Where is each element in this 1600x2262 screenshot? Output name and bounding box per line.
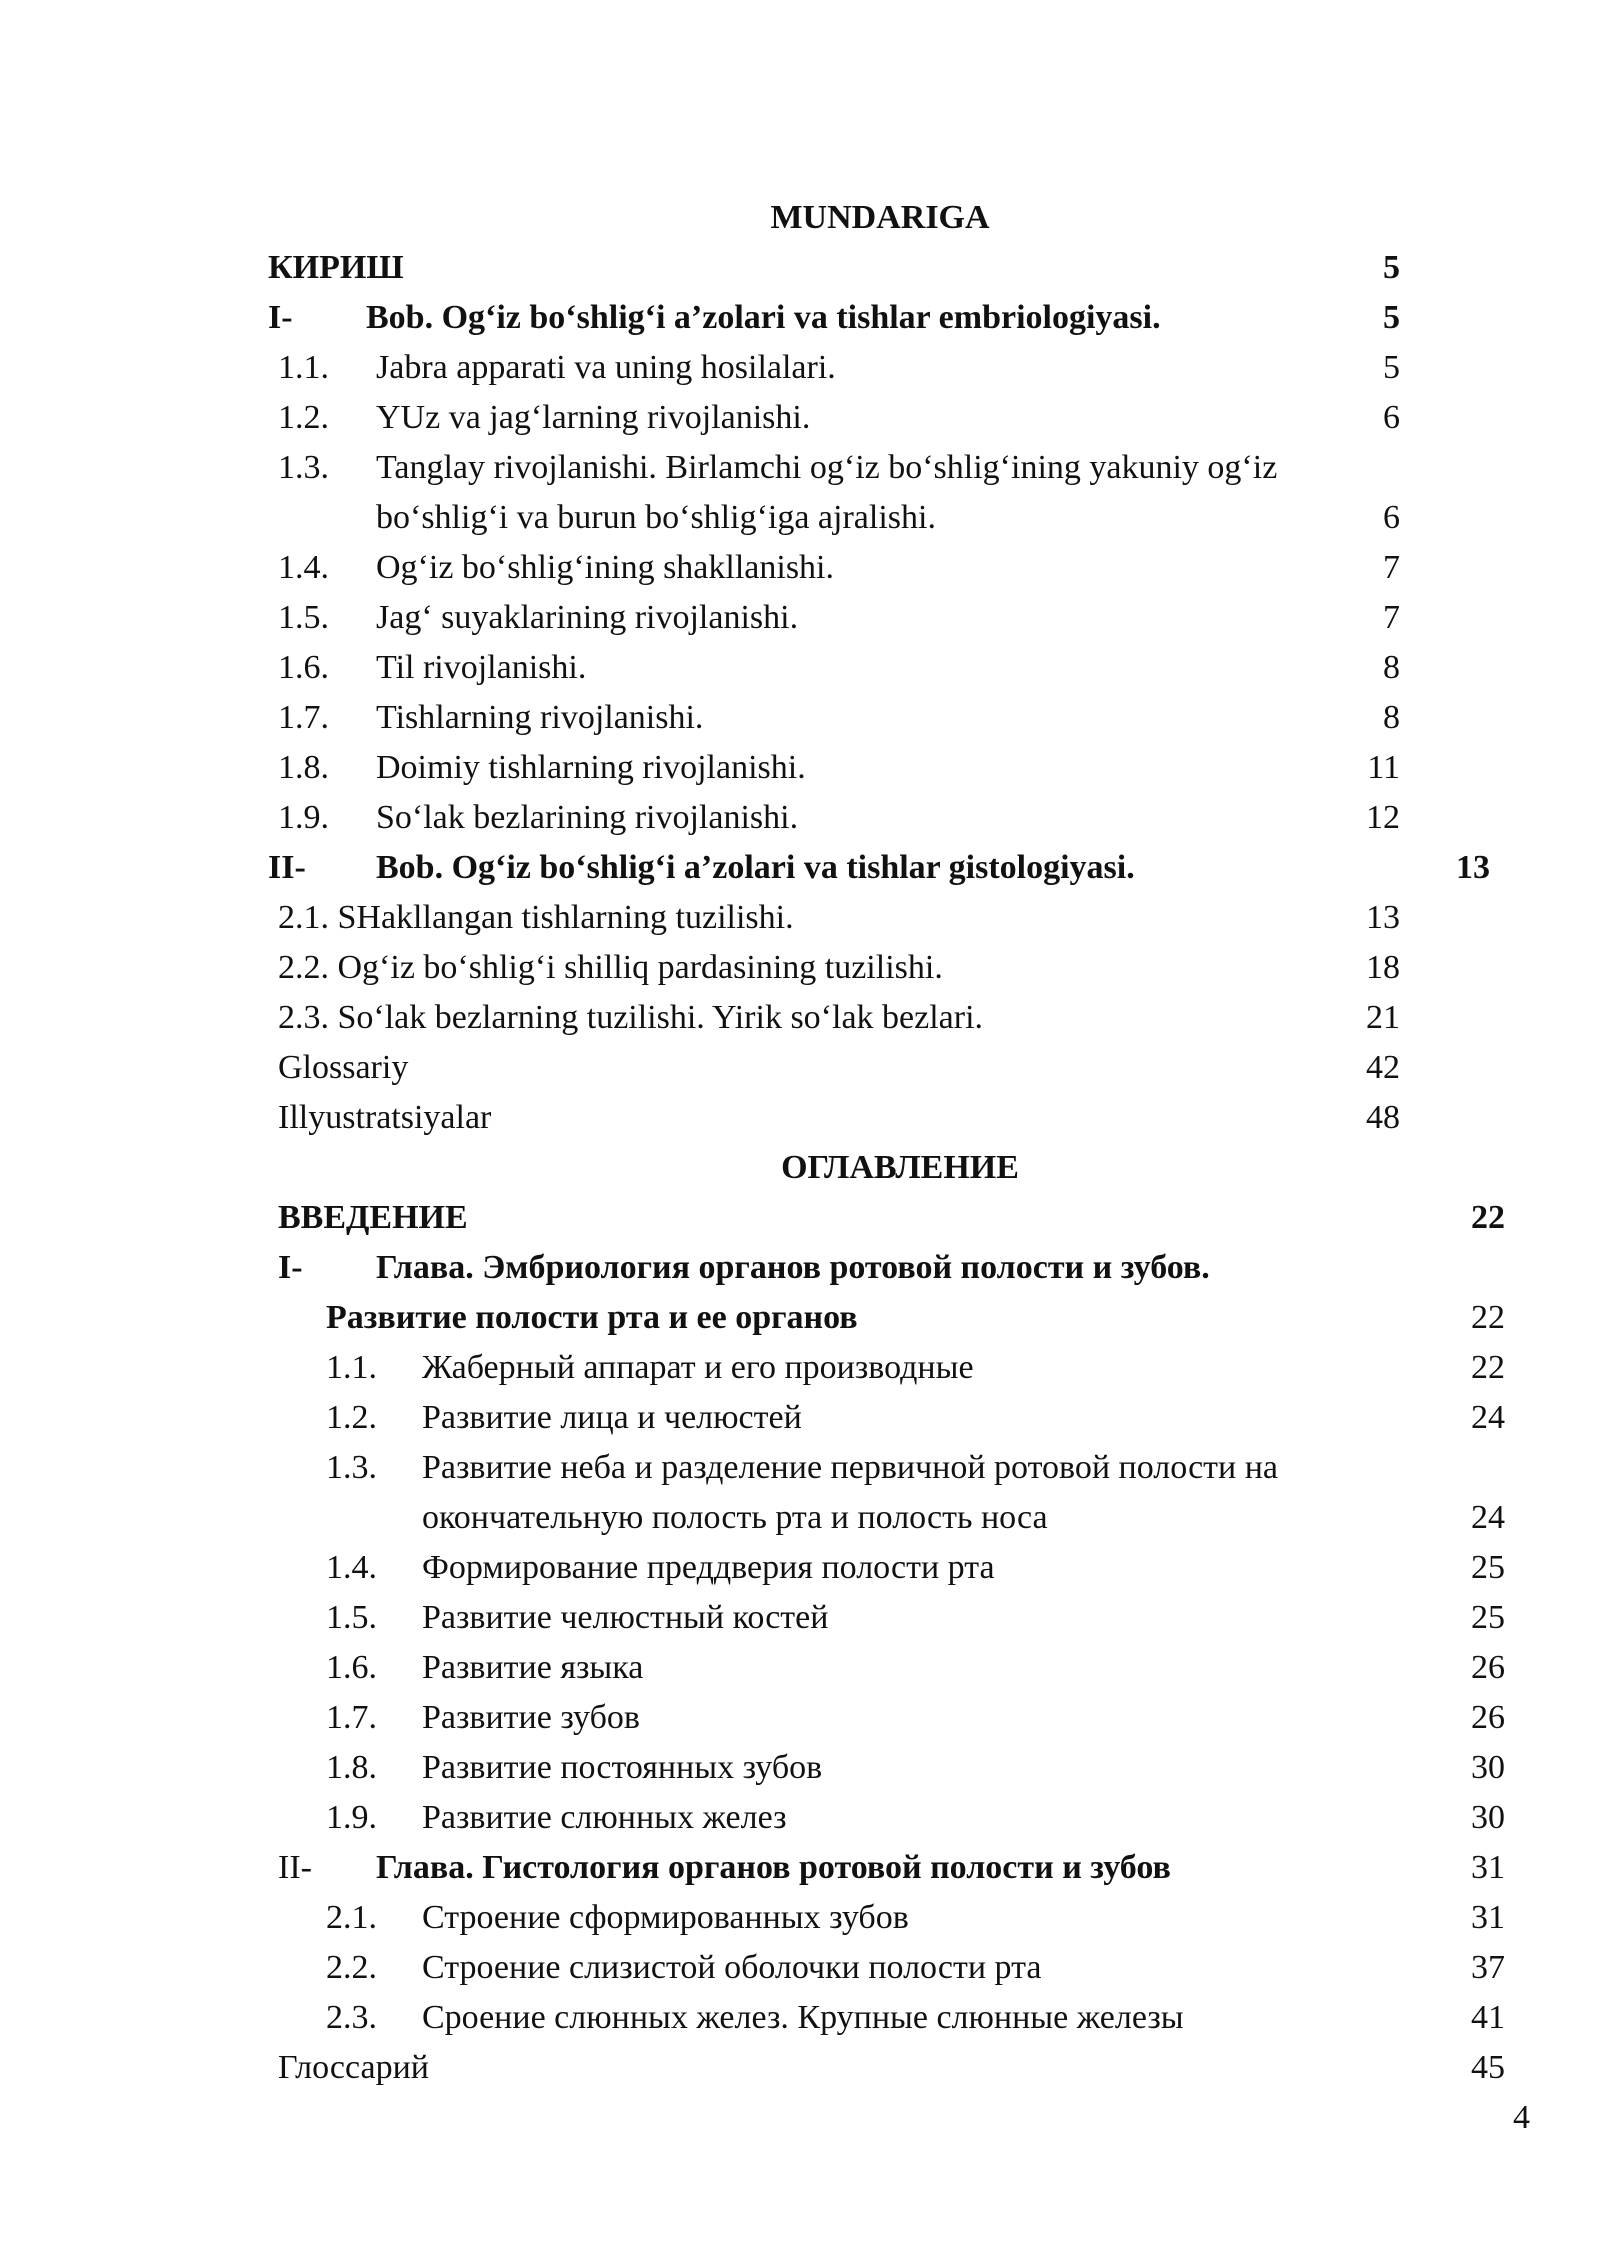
toc-item-number: 1.6. <box>326 1649 377 1686</box>
toc-item-text: Жаберный аппарат и его производные <box>422 1349 974 1386</box>
toc-item-text: Til rivojlanishi. <box>376 649 587 686</box>
toc-item-text: Развитие челюстный костей <box>422 1599 829 1636</box>
toc-item-text: Tanglay rivojlanishi. Birlamchi og‘iz bo‘shlig‘ining yakuniy og‘iz <box>376 449 1278 486</box>
toc-item-text: Doimiy tishlarning rivojlanishi. <box>376 749 806 786</box>
ru-ch2-page: 31 <box>1471 1849 1505 1886</box>
toc-item-number: 2.2. <box>326 1949 377 1986</box>
ru-ch2-num: II- <box>278 1849 312 1886</box>
toc-item-number: 1.4. <box>278 549 329 586</box>
uz-glossary-page: 42 <box>1366 1049 1400 1086</box>
uz-ch2-page: 13 <box>1456 849 1490 886</box>
toc-item-text: Развитие зубов <box>422 1699 640 1736</box>
uz-heading: MUNDARIGA <box>770 199 990 236</box>
ru-glossary: Глоссарий <box>278 2049 429 2086</box>
ru-ch1-num: I- <box>278 1249 303 1286</box>
uz-ch2-title: Bob. Og‘iz bo‘shlig‘i a’zolari va tishlar gistologiyasi. <box>376 849 1135 886</box>
toc-item-page: 30 <box>1471 1749 1505 1786</box>
toc-item-text: Jag‘ suyaklarining rivojlanishi. <box>376 599 799 636</box>
toc-item-text: Строение слизистой оболочки полости рта <box>422 1949 1042 1986</box>
toc-item-number: 1.6. <box>278 649 329 686</box>
toc-item-page: 13 <box>1366 899 1400 936</box>
toc-item-page: 8 <box>1383 699 1400 736</box>
ru-ch1-subtitle: Развитие полости рта и ее органов <box>326 1299 858 1336</box>
uz-illustrations: Illyustratsiyalar <box>278 1099 492 1136</box>
toc-item-page: 31 <box>1471 1899 1505 1936</box>
uz-ch2-num: II- <box>268 849 306 886</box>
toc-item-page: 5 <box>1383 349 1400 386</box>
toc-item-page: 8 <box>1383 649 1400 686</box>
toc-item-page: 22 <box>1471 1349 1505 1386</box>
ru-intro-title: ВВЕДЕНИЕ <box>278 1199 468 1236</box>
ru-heading: ОГЛАВЛЕНИЕ <box>781 1149 1019 1186</box>
toc-item-number: 1.7. <box>278 699 329 736</box>
toc-item-page: 7 <box>1383 549 1400 586</box>
toc-item-number: 1.7. <box>326 1699 377 1736</box>
toc-item-text: 2.3. So‘lak bezlarning tuzilishi. Yirik so‘lak bezlari. <box>278 999 984 1036</box>
uz-ch1-page: 5 <box>1383 299 1400 336</box>
ru-glossary-page: 45 <box>1471 2049 1505 2086</box>
toc-item-number: 1.3. <box>278 449 329 486</box>
toc-item-page: 25 <box>1471 1599 1505 1636</box>
toc-item-number: 1.3. <box>326 1449 377 1486</box>
toc-item-page: 7 <box>1383 599 1400 636</box>
toc-item-page: 26 <box>1471 1699 1505 1736</box>
toc-item-page: 37 <box>1471 1949 1505 1986</box>
toc-item-text: YUz va jag‘larning rivojlanishi. <box>376 399 811 436</box>
toc-item-text: Формирование преддверия полости рта <box>422 1549 995 1586</box>
toc-item-text: Tishlarning rivojlanishi. <box>376 699 704 736</box>
toc-item-page: 6 <box>1383 499 1400 536</box>
toc-item-text: Развитие постоянных зубов <box>422 1749 823 1786</box>
uz-ch1-num: I- <box>268 299 293 336</box>
toc-item-page: 26 <box>1471 1649 1505 1686</box>
toc-item-text-continued: окончательную полость рта и полость носа <box>422 1499 1048 1536</box>
ru-ch1-page: 22 <box>1471 1299 1505 1336</box>
toc-item-number: 1.8. <box>326 1749 377 1786</box>
uz-intro-title: КИРИШ <box>268 249 404 286</box>
toc-item-text: So‘lak bezlarining rivojlanishi. <box>376 799 799 836</box>
uz-glossary: Glossariy <box>278 1049 409 1086</box>
toc-item-number: 2.3. <box>326 1999 377 2036</box>
toc-item-page: 41 <box>1471 1999 1505 2036</box>
toc-item-text: Развитие неба и разделение первичной ротовой полости на <box>422 1449 1279 1486</box>
ru-ch1-title: Глава. Эмбриология органов ротовой полости и зубов. <box>376 1249 1210 1286</box>
toc-item-page: 21 <box>1366 999 1400 1036</box>
toc-item-number: 1.1. <box>326 1349 377 1386</box>
toc-item-text: Развитие лица и челюстей <box>422 1399 802 1436</box>
toc-item-page: 24 <box>1471 1399 1505 1436</box>
toc-item-page: 25 <box>1471 1549 1505 1586</box>
uz-intro-page: 5 <box>1383 249 1400 286</box>
toc-item-number: 1.5. <box>278 599 329 636</box>
toc-item-number: 1.1. <box>278 349 329 386</box>
toc-item-text: Строение сформированных зубов <box>422 1899 909 1936</box>
toc-item-number: 1.2. <box>326 1399 377 1436</box>
toc-item-text: Развитие языка <box>422 1649 644 1686</box>
uz-illustrations-page: 48 <box>1366 1099 1400 1136</box>
toc-item-number: 1.2. <box>278 399 329 436</box>
ru-intro-page: 22 <box>1471 1199 1505 1236</box>
toc-item-text: 2.1. SHakllangan tishlarning tuzilishi. <box>278 899 794 936</box>
toc-item-page: 24 <box>1471 1499 1505 1536</box>
toc-item-page: 11 <box>1367 749 1400 786</box>
uz-ch1-title: Bob. Og‘iz bo‘shlig‘i a’zolari va tishlar embriologiyasi. <box>366 299 1161 336</box>
toc-item-text: Сроение слюнных желез. Крупные слюнные железы <box>422 1999 1184 2036</box>
toc-item-text: Og‘iz bo‘shlig‘ining shakllanishi. <box>376 549 835 586</box>
toc-item-text-continued: bo‘shlig‘i va burun bo‘shlig‘iga ajralishi. <box>376 499 936 536</box>
toc-item-number: 1.8. <box>278 749 329 786</box>
toc-item-number: 1.9. <box>326 1799 377 1836</box>
ru-ch2-title: Глава. Гистология органов ротовой полости и зубов <box>376 1849 1171 1886</box>
toc-item-page: 12 <box>1366 799 1400 836</box>
toc-item-text: Развитие слюнных желез <box>422 1799 787 1836</box>
toc-item-number: 1.5. <box>326 1599 377 1636</box>
toc-item-text: 2.2. Og‘iz bo‘shlig‘i shilliq pardasining tuzilishi. <box>278 949 943 986</box>
toc-item-page: 18 <box>1366 949 1400 986</box>
toc-item-number: 1.4. <box>326 1549 377 1586</box>
toc-item-page: 6 <box>1383 399 1400 436</box>
toc-item-page: 30 <box>1471 1799 1505 1836</box>
page-number: 4 <box>1513 2099 1530 2136</box>
toc-item-text: Jabra apparati va uning hosilalari. <box>376 349 836 386</box>
toc-item-number: 1.9. <box>278 799 329 836</box>
toc-item-number: 2.1. <box>326 1899 377 1936</box>
